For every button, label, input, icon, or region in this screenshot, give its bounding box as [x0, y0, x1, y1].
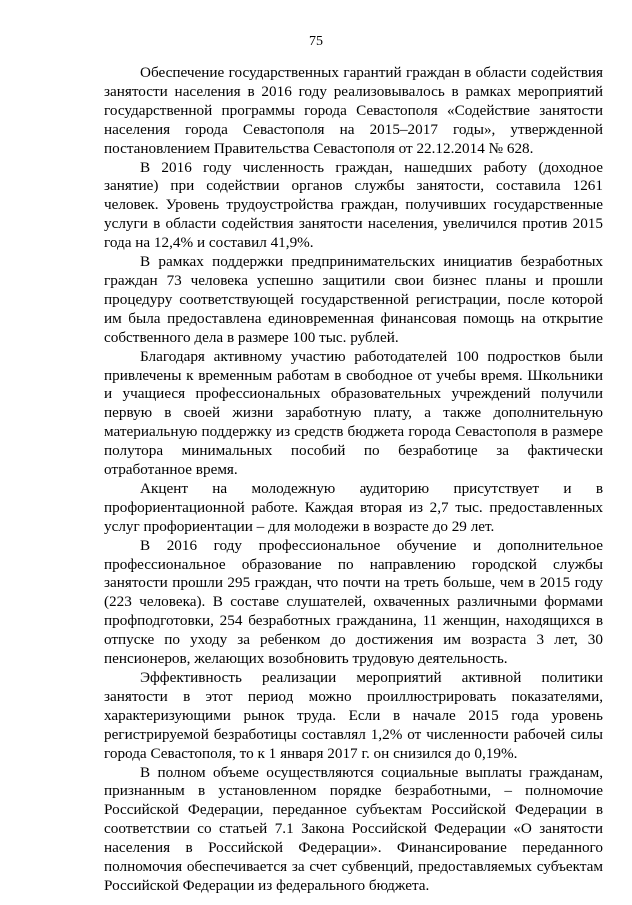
paragraph-teen-employment: Благодаря активному участию работодателей 100 подростков были привлечены к временным работам в свободное от учебы время. Школьники и учащиеся профессиональных образовательных учреждений получили первую в своей жизни заработную плату, а также дополнительную материальную поддержку из средств бюджета города Севастополя в размере полутора минимальных пособий по безработице за фактически отработанное время.: [104, 347, 603, 479]
paragraph-social-payments: В полном объеме осуществляются социальные выплаты гражданам, признанным в установленном порядке безработными, – полномочие Российской Федерации, переданное субъектам Российской Федерации в соответствии со статьей 7.1 Закона Российской Федерации «О занятости населения в Российской Федерации». Финансирование переданного полномочия обеспечивается за счет субвенций, предоставляемых субъектам Российской Федерации из федерального бюджета.: [104, 763, 603, 894]
paragraph-vocational-training: В 2016 году профессиональное обучение и дополнительное профессиональное образование по направлению городской службы занятости прошли 295 граждан, что почти на треть больше, чем в 2015 году (223 человека). В составе слушателей, охваченных различными формами профподготовки, 254 безработных гражданина, 11 женщин, находящихся в отпуске по уходу за ребенком до достижения им возраста 3 лет, 30 пенсионеров, желающих возобновить трудовую деятельность.: [104, 536, 603, 668]
paragraph-labor-market-effectiveness: Эффективность реализации мероприятий активной политики занятости в этот период можно проиллюстрировать показателями, характеризующими рынок труда. Если в начале 2015 года уровень регистрируемой безработицы составлял 1,2% от численности рабочей силы города Севастополя, то к 1 января 2017 г. он снизился до 0,19%.: [104, 669, 603, 762]
paragraph-employment-results: В 2016 году численность граждан, нашедших работу (доходное занятие) при содействии органов службы занятости, составила 1261 человек. Уровень трудоустройства граждан, получивших государственные услуги в области содействия занятости населения, увеличился против 2015 года на 12,4% и составил 41,9%.: [104, 158, 603, 252]
paragraph-career-guidance: Акцент на молодежную аудиторию присутствует и в профориентационной работе. Каждая вторая из 2,7 тыс. предоставленных услуг профориентации – для молодежи в возрасте до 29 лет.: [104, 479, 603, 535]
document-body: [104, 64, 603, 896]
paragraph-entrepreneurship-support: В рамках поддержки предпринимательских инициатив безработных граждан 73 человека успешно защитили свои бизнес планы и прошли процедуру соответствующей государственной регистрации, после которой им была предоставлена единовременная финансовая помощь на открытие собственного дела в размере 100 тыс. рублей.: [104, 253, 603, 346]
page-number: 75: [309, 34, 323, 49]
paragraph-employment-guarantees: Обеспечение государственных гарантий граждан в области содействия занятости населения в 2016 году реализовывалось в рамках мероприятий государственной программы города Севастополя «Содействие занятости населения города Севастополя на 2015–2017 годы», утвержденной постановлением Правительства Севастополя от 22.12.2014 № 628.: [104, 64, 603, 157]
